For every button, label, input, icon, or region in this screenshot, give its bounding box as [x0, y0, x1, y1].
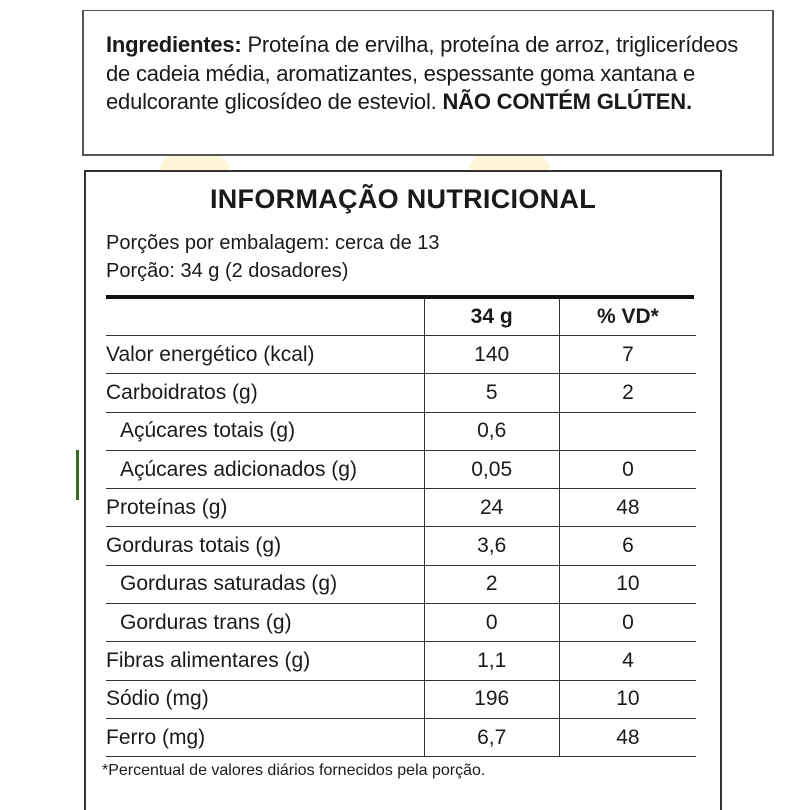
ingredients-label: Ingredientes: [106, 32, 242, 57]
nutrient-dv: 48 [559, 489, 696, 527]
portion-size: Porção: 34 g (2 dosadores) [106, 260, 349, 282]
table-row [106, 412, 696, 450]
nutrient-dv [559, 412, 696, 450]
nutrient-dv: 7 [559, 336, 696, 374]
header-dv: % VD* [559, 299, 696, 336]
portions-per-package: Porções por embalagem: cerca de 13 [106, 232, 440, 254]
nutrient-name: Ferro (mg) [106, 718, 424, 756]
table-row [106, 565, 696, 603]
table-row [106, 450, 696, 488]
nutrient-name: Açúcares adicionados (g) [106, 450, 424, 488]
nutrient-name: Fibras alimentares (g) [106, 642, 424, 680]
nutrient-amount: 3,6 [424, 527, 559, 565]
nutrient-amount: 5 [424, 374, 559, 412]
nutrient-name: Valor energético (kcal) [106, 336, 424, 374]
nutrient-amount: 6,7 [424, 718, 559, 756]
nutrient-name: Gorduras totais (g) [106, 527, 424, 565]
nutrient-amount: 196 [424, 680, 559, 718]
table-row [106, 527, 696, 565]
nutrient-name: Carboidratos (g) [106, 374, 424, 412]
table-row [106, 489, 696, 527]
nutrient-name: Sódio (mg) [106, 680, 424, 718]
nutrient-dv: 6 [559, 527, 696, 565]
nutrient-dv: 48 [559, 718, 696, 756]
ingredients-text: Proteína de ervilha, proteína de arroz, triglicerídeos de cadeia média, aromatizantes, espessante goma xantana e edulcorante glicosídeo de esteviol. [106, 32, 739, 114]
nutrient-name: Gorduras saturadas (g) [106, 565, 424, 603]
nutrient-name: Gorduras trans (g) [106, 604, 424, 642]
nutrient-dv: 4 [559, 642, 696, 680]
nutrient-name: Açúcares totais (g) [106, 412, 424, 450]
ingredients-panel [82, 10, 774, 156]
nutrient-dv: 10 [559, 565, 696, 603]
nutrition-facts-panel [84, 170, 722, 810]
gluten-notice: NÃO CONTÉM GLÚTEN. [442, 89, 692, 114]
table-row [106, 604, 696, 642]
nutrient-dv: 0 [559, 604, 696, 642]
nutrient-amount: 0 [424, 604, 559, 642]
table-row [106, 374, 696, 412]
nutrient-amount: 2 [424, 565, 559, 603]
table-row [106, 680, 696, 718]
nutrient-amount: 0,6 [424, 412, 559, 450]
header-empty-cell [106, 299, 424, 336]
footnote: *Percentual de valores diários fornecidos pela porção. [102, 762, 486, 779]
nutrient-amount: 0,05 [424, 450, 559, 488]
nutrient-amount: 1,1 [424, 642, 559, 680]
nutrient-dv: 0 [559, 450, 696, 488]
table-row [106, 718, 696, 756]
nutrient-amount: 24 [424, 489, 559, 527]
nutrition-table [106, 299, 696, 757]
side-accent-line [76, 450, 79, 500]
header-amount: 34 g [424, 299, 559, 336]
nutrient-name: Proteínas (g) [106, 489, 424, 527]
table-row [106, 642, 696, 680]
table-row [106, 336, 696, 374]
table-header-row [106, 299, 696, 336]
nutrient-dv: 10 [559, 680, 696, 718]
nutrient-amount: 140 [424, 336, 559, 374]
nutrition-title: INFORMAÇÃO NUTRICIONAL [209, 184, 597, 214]
nutrient-dv: 2 [559, 374, 696, 412]
